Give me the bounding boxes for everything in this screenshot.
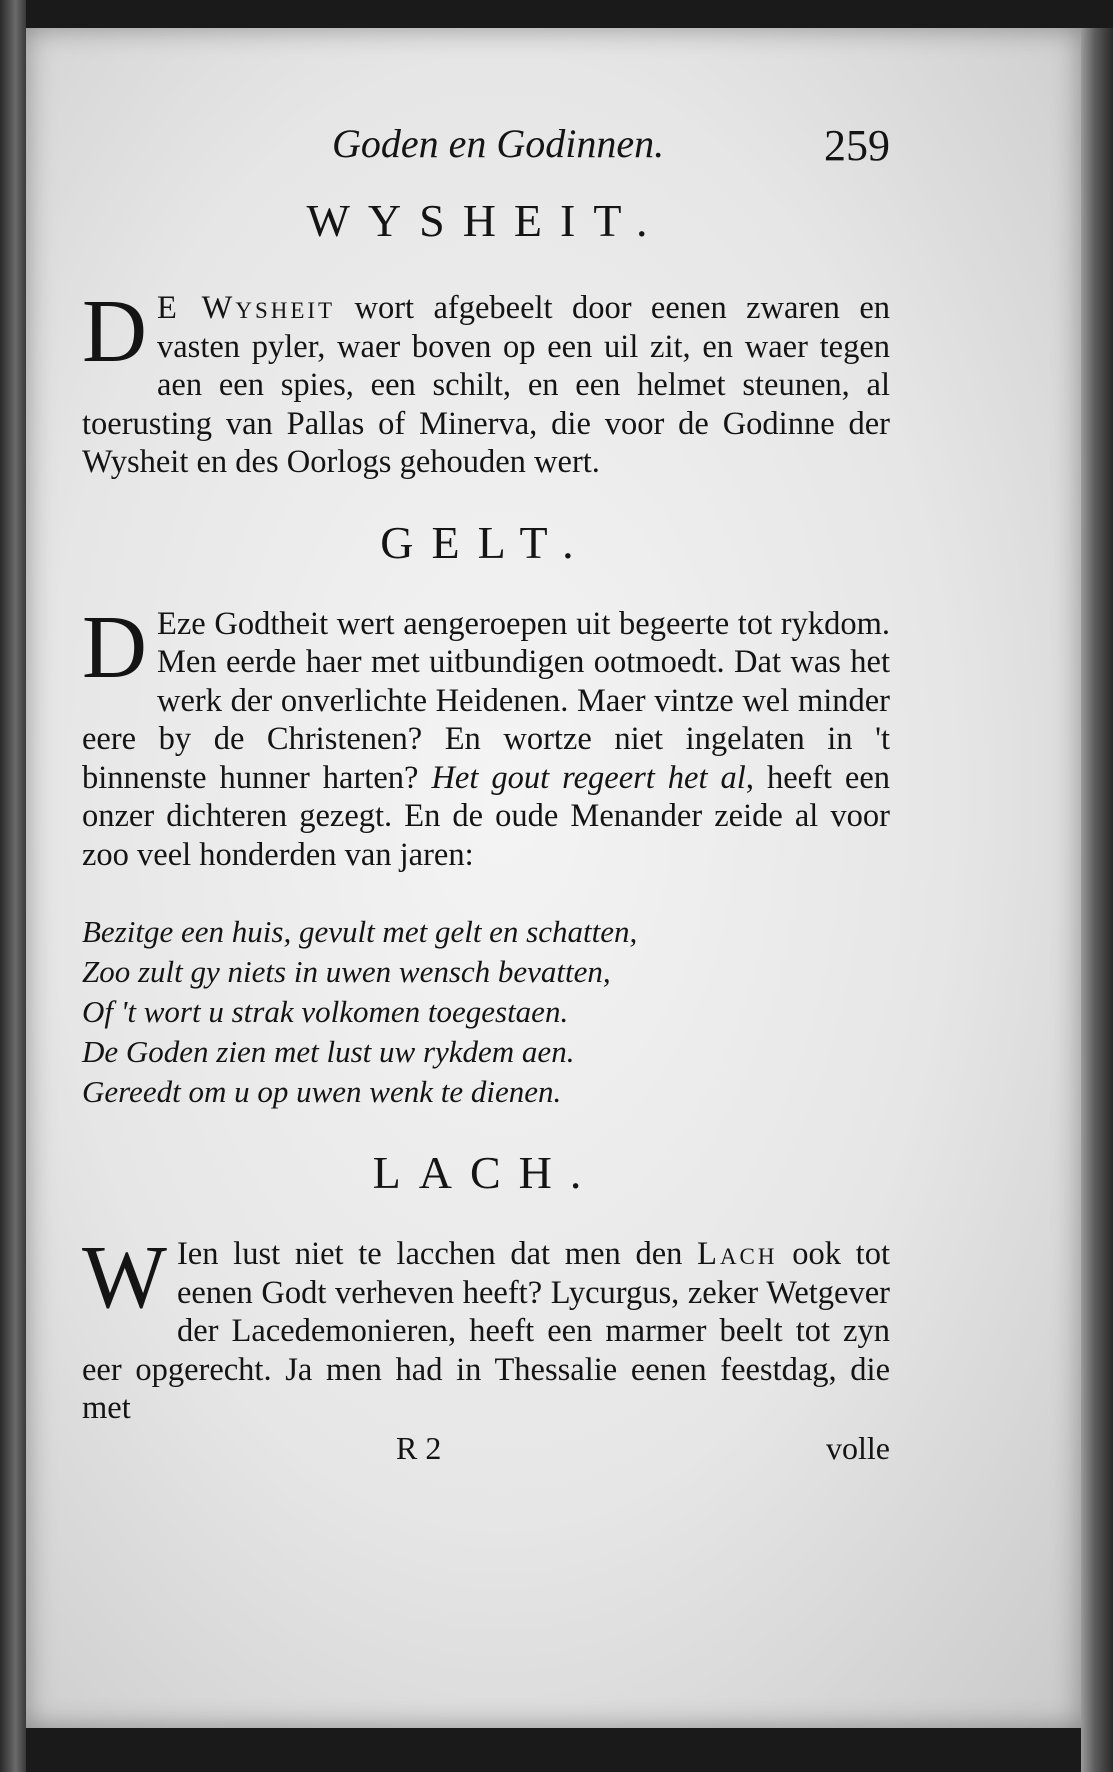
dropcap-wysheit: D [82, 282, 147, 381]
lach-text-after: ook tot eenen Godt verheven heeft? Lycurgus, zeker Wetgever der Lacedemonieren, heeft een marmer beelt tot zyn eer opgerecht. Ja men had in Thessalie eenen feestdag, die met [82, 1236, 890, 1426]
dropcap-gelt: D [82, 597, 147, 697]
catchword: volle [826, 1429, 890, 1466]
page-number: 259 [824, 121, 890, 170]
verse-line: Bezitge een huis, gevult met gelt en schatten, [82, 914, 638, 949]
wysheit-lead: E Wysheit [157, 290, 336, 326]
page-edge [1081, 28, 1113, 1772]
heading-lach: LACH. [372, 1147, 600, 1198]
running-head [82, 120, 890, 180]
verse-line: Zoo zult gy niets in uwen wensch bevatten, [82, 954, 611, 989]
wysheit-text: wort afgebeelt door eenen zwaren en vasten pyler, waer boven op een uil zit, en waer tegen aen een spies, een schilt, en een helmet steunen, al toerusting van Pallas of Minerva, die voor de Godinne der Wysheit en des Oorlogs gehouden wert. [82, 290, 890, 480]
page-content [82, 120, 890, 1478]
gelt-quote: Het gout regeert het al [431, 759, 746, 796]
verse-line: De Goden zien met lust uw rykdem aen. [82, 1034, 575, 1069]
running-title: Goden en Godinnen. [332, 121, 665, 166]
verse-line: Of 't wort u strak volkomen toegestaen. [82, 994, 569, 1029]
heading-wysheit: WYSHEIT. [306, 195, 666, 246]
gelt-text: Eze Godtheit wert aengeroepen uit begeerte tot rykdom. Men eerde haer met uitbundigen ootmoedt. Dat was het werk der onverlichte Heidenen. Maer vintze wel minder eere by de Christenen? En wortze niet ingelaten in 't binnenste hunner harten? [82, 605, 890, 796]
signature-mark: R 2 [396, 1429, 442, 1466]
verse-line: Gereedt om u op uwen wenk te dienen. [82, 1074, 562, 1109]
heading-gelt: GELT. [380, 516, 592, 568]
page-footer [82, 1430, 890, 1478]
dropcap-lach: W [82, 1228, 167, 1327]
book-gutter [0, 0, 26, 1772]
verse-block [82, 912, 890, 1112]
paragraph-wysheit [82, 282, 890, 482]
lach-text: Ien lust niet te lacchen dat men den [176, 1236, 698, 1272]
paragraph-lach [82, 1228, 890, 1428]
lach-word: Lach [697, 1236, 778, 1272]
paragraph-gelt [82, 597, 890, 875]
gelt-text-after: , heeft een onzer dichteren gezegt. En de oude Menander zeide al voor zoo veel honderden van jaren: [82, 759, 890, 873]
